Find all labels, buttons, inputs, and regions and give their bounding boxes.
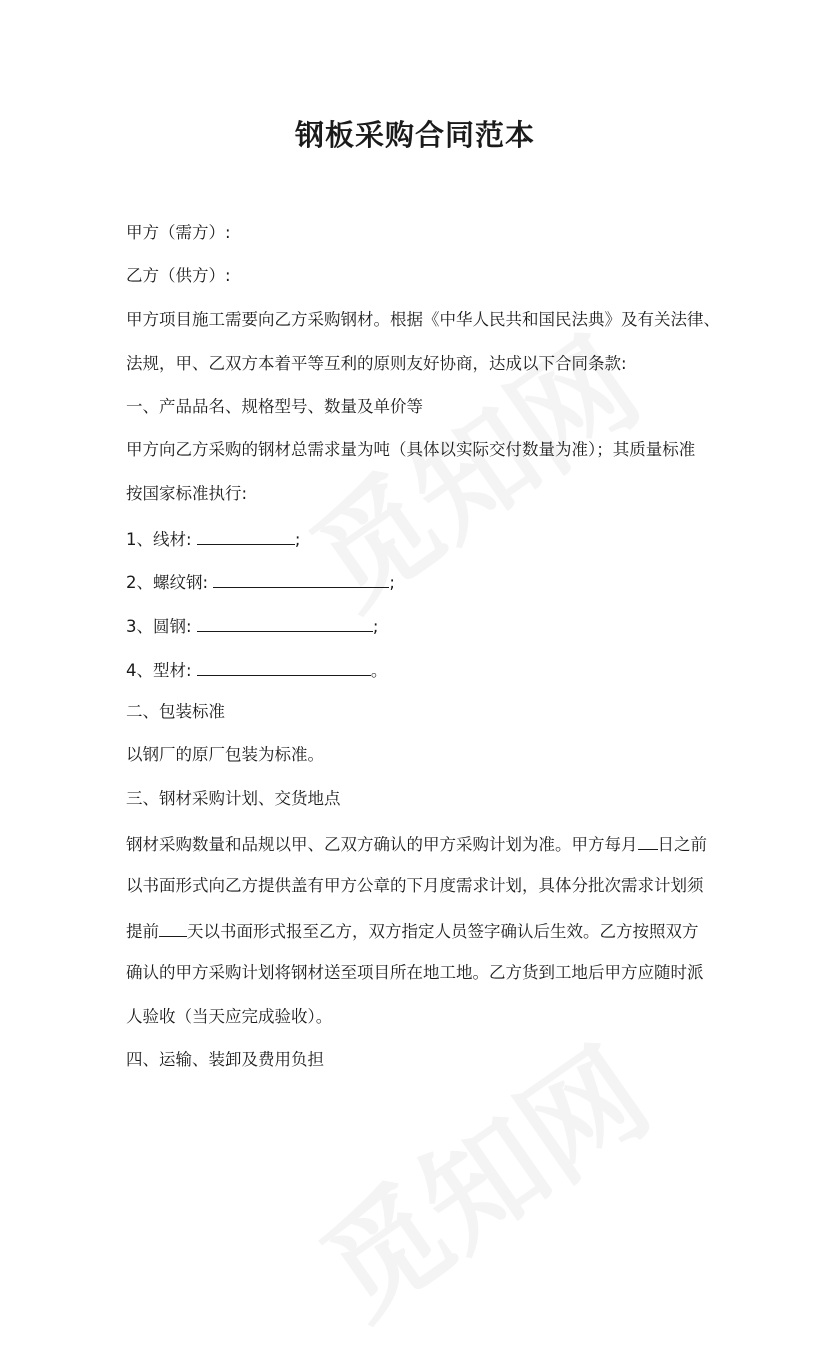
watermark <box>283 1002 677 1349</box>
paragraph-line: 确认的甲方采购计划将钢材送至项目所在地工地。乙方货到工地后甲方应随时派 <box>126 963 704 982</box>
paragraph-line <box>126 918 699 944</box>
spec-label: 1、线材: <box>126 530 192 549</box>
spec-end: ; <box>372 617 379 636</box>
paragraph-line: 按国家标准执行: <box>126 484 248 503</box>
text-segment: 日之前 <box>657 835 707 854</box>
fill-blank[interactable] <box>638 831 658 850</box>
paragraph-line: 以钢厂的原厂包装为标准。 <box>126 745 324 764</box>
text-segment: 钢材采购数量和品规以甲、乙双方确认的甲方采购计划为准。甲方每月 <box>126 835 638 854</box>
text-segment: 天以书面形式报至乙方，双方指定人员签字确认后生效。乙方按照双方 <box>187 922 699 941</box>
spec-label: 2、螺纹钢: <box>126 573 209 592</box>
intro-line: 法规，甲、乙双方本着平等互利的原则友好协商，达成以下合同条款: <box>126 354 627 373</box>
spec-item-wire <box>126 526 300 552</box>
fill-blank[interactable] <box>213 569 389 588</box>
fill-blank[interactable] <box>197 526 295 545</box>
section-heading: 三、钢材采购计划、交货地点 <box>126 789 341 808</box>
fill-blank[interactable] <box>159 918 187 937</box>
section-heading: 一、产品品名、规格型号、数量及单价等 <box>126 397 423 416</box>
fill-blank[interactable] <box>197 657 371 676</box>
section-heading: 二、包装标准 <box>126 702 225 721</box>
intro-line: 甲方项目施工需要向乙方采购钢材。根据《中华人民共和国民法典》及有关法律、 <box>126 310 720 329</box>
spec-end: 。 <box>370 661 388 680</box>
spec-item-round-steel <box>126 613 378 639</box>
text-segment: 提前 <box>126 922 159 941</box>
section-heading: 四、运输、装卸及费用负担 <box>126 1050 324 1069</box>
spec-end: ; <box>389 573 395 592</box>
paragraph-line: 甲方向乙方采购的钢材总需求量为吨（具体以实际交付数量为准）；其质量标准 <box>126 440 696 459</box>
fill-blank[interactable] <box>197 613 373 632</box>
paragraph-line: 以书面形式向乙方提供盖有甲方公章的下月度需求计划，具体分批次需求计划须 <box>126 876 704 895</box>
spec-label: 3、圆钢: <box>126 617 192 636</box>
paragraph-line: 人验收（当天应完成验收）。 <box>126 1007 333 1026</box>
spec-item-rebar <box>126 569 395 595</box>
spec-end: ; <box>294 530 301 549</box>
document-title: 钢板采购合同范本 <box>294 118 535 152</box>
spec-item-profile <box>126 657 387 683</box>
paragraph-line <box>126 831 707 857</box>
spec-label: 4、型材: <box>126 661 192 680</box>
party-b-label: 乙方（供方）: <box>126 266 231 285</box>
party-a-label: 甲方（需方）: <box>126 223 231 242</box>
